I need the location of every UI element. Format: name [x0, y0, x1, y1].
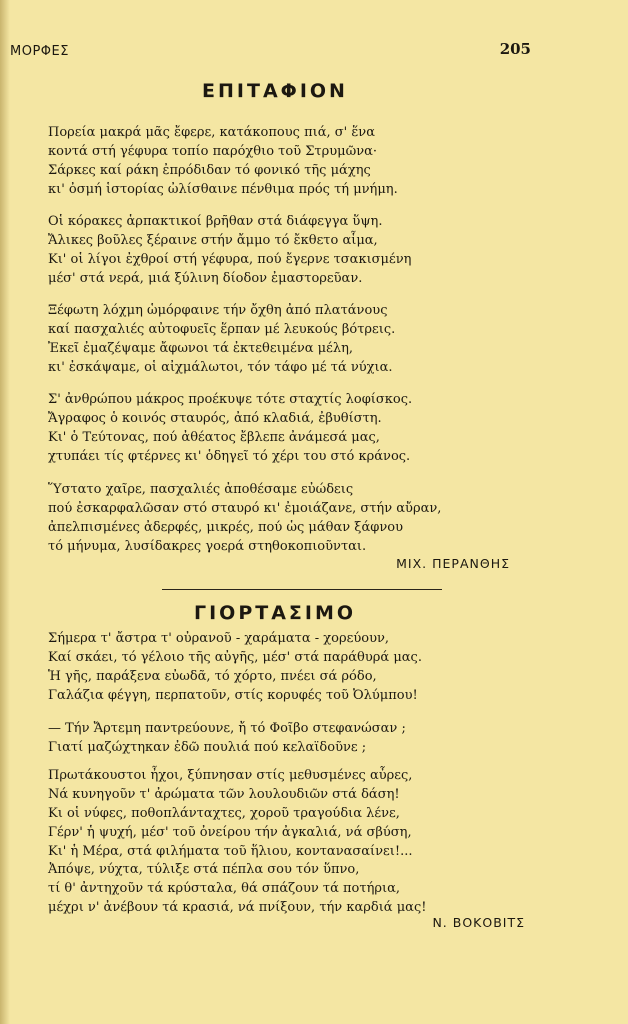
verse-line: Ξέφωτη λόχμη ὡμόρφαινε τήν ὄχθη ἀπό πλατάνους — [48, 303, 388, 318]
poem-title-giortasimo: ΓΙΟΡΤΑΣΙΜΟ — [193, 602, 357, 624]
verse-line: Πρωτάκουστοι ἦχοι, ξύπνησαν στίς μεθυσμένες αὖρες, — [48, 768, 413, 783]
poem1-stanza-4 — [48, 390, 528, 466]
verse-line: Ἄλικες βοῦλες ξέραινε στήν ἄμμο τό ἔκθετο αἷμα, — [48, 233, 378, 248]
verse-line: καί πασχαλιές αὐτοφυεῖς ἕρπαν μέ λευκούς βότρεις. — [48, 322, 396, 337]
verse-line: πού ἐσκαρφαλῶσαν στό σταυρό κι' ἐμοιάζανε, στήν αὔραν, — [48, 501, 442, 516]
page-edge-shadow — [0, 0, 10, 1024]
poem1-stanza-2 — [48, 212, 528, 288]
verse-line: Οἱ κόρακες ἁρπακτικοί βρῆθαν στά διάφεγγα ὕψη. — [48, 214, 383, 229]
verse-line: Ἄγραφος ὁ κοινός σταυρός, ἀπό κλαδιά, ἐβυθίστη. — [48, 411, 382, 426]
poem-title-epitafion: ΕΠΙΤΑΦΙΟΝ — [202, 80, 348, 102]
verse-line: κοντά στή γέφυρα τοπίο παρόχθιο τοῦ Στρυμῶνα· — [48, 144, 378, 159]
verse-line: Ἀπόψε, νύχτα, τύλιξε στά πέπλα σου τόν ὕπνο, — [48, 862, 360, 877]
verse-line: Ἐκεῖ ἐμαζέψαμε ἄφωνοι τά ἐκτεθειμένα μέλη, — [48, 341, 354, 356]
verse-line: τό μήνυμα, λυσίδακρες γοερά στηθοκοπιοῦνται. — [48, 539, 367, 554]
verse-line: Πορεία μακρά μᾶς ἔφερε, κατάκοπους πιά, σ' ἕνα — [48, 125, 375, 140]
divider-rule — [162, 589, 442, 590]
verse-line: μέχρι ν' ἀνέβουν τά κρασιά, νά πνίξουν, τήν καρδιά μας! — [48, 900, 427, 915]
verse-line: Γέρν' ἡ ψυχή, μέσ' τοῦ ὀνείρου τήν ἀγκαλιά, νά σβύση, — [48, 825, 412, 840]
verse-line: Ἡ γῆς, παράξενα εὐωδᾶ, τό χόρτο, πνέει σά ρόδο, — [48, 669, 377, 684]
verse-line: Νά κυνηγοῦν τ' ἀρώματα τῶν λουλουδιῶν στά δάση! — [48, 787, 400, 802]
verse-line: Ὕστατο χαῖρε, πασχαλιές ἀποθέσαμε εὐώδεις — [48, 482, 354, 497]
verse-line: Κι' ὁ Τεύτονας, πού ἀθέατος ἔβλεπε ἀνάμεσά μας, — [48, 430, 380, 445]
verse-line: Σήμερα τ' ἄστρα τ' οὐρανοῦ - χαράματα - χορεύουν, — [48, 631, 390, 646]
verse-line: Γαλάζια φέγγη, περπατοῦν, στίς κορυφές τοῦ Ὀλύμπου! — [48, 688, 418, 703]
poem1-stanza-3 — [48, 301, 528, 377]
verse-line: Καί σκάει, τό γέλοιο τῆς αὐγῆς, μέσ' στά παράθυρά μας. — [48, 650, 422, 665]
verse-line: τί θ' ἀντηχοῦν τά κρύσταλα, θά σπάζουν τά ποτήρια, — [48, 881, 401, 896]
verse-line: — Τήν Ἄρτεμη παντρεύουνε, ἤ τό Φοῖβο στεφανώσαν ; — [48, 721, 406, 736]
poem2-stanza-3 — [48, 766, 528, 861]
page-number: 205 — [499, 40, 531, 58]
verse-line: Κι' ἡ Μέρα, στά φιλήματα τοῦ ἥλιου, κοντανασαίνει!... — [48, 844, 413, 859]
poem1-stanza-5 — [48, 480, 528, 556]
verse-line: Κι οἱ νύφες, ποθοπλάνταχτες, χοροῦ τραγούδια λένε, — [48, 806, 400, 821]
poem2-stanza-4 — [48, 860, 528, 917]
verse-line: χτυπάει τίς φτέρνες κι' ὁδηγεῖ τό χέρι του στό κράνος. — [48, 449, 411, 464]
poem2-stanza-2 — [48, 719, 528, 757]
verse-line: κι' ὀσμή ἱστορίας ὠλίσθαινε πένθιμα πρός τή μνήμη. — [48, 182, 398, 197]
verse-line: Γιατί μαζώχτηκαν ἐδῶ πουλιά πού κελαϊδοῦνε ; — [48, 740, 367, 755]
running-head: ΜΟΡΦΕΣ — [10, 44, 69, 59]
poem1-stanza-1 — [48, 123, 528, 199]
verse-line: ἀπελπισμένες ἀδερφές, μικρές, πού ὡς μάθαν ξάφνου — [48, 520, 403, 535]
verse-line: Σάρκες καί ράκη ἐπρόδιδαν τό φονικό τῆς μάχης — [48, 163, 371, 178]
verse-line: μέσ' στά νερά, μιά ξύλινη δίοδον ἐμαστορεῦαν. — [48, 271, 363, 286]
poem2-author: Ν. ΒΟΚΟΒΙΤΣ — [432, 915, 525, 930]
poem2-stanza-1 — [48, 629, 528, 705]
poem1-author: ΜΙΧ. ΠΕΡΑΝΘΗΣ — [396, 556, 510, 571]
verse-line: κι' ἐσκάψαμε, οἱ αἰχμάλωτοι, τόν τάφο μέ τά νύχια. — [48, 360, 393, 375]
verse-line: Σ' ἀνθρώπου μάκρος προέκυψε τότε σταχτίς λοφίσκος. — [48, 392, 413, 407]
verse-line: Κι' οἱ λίγοι ἐχθροί στή γέφυρα, πού ἔγερνε τσακισμένη — [48, 252, 412, 267]
